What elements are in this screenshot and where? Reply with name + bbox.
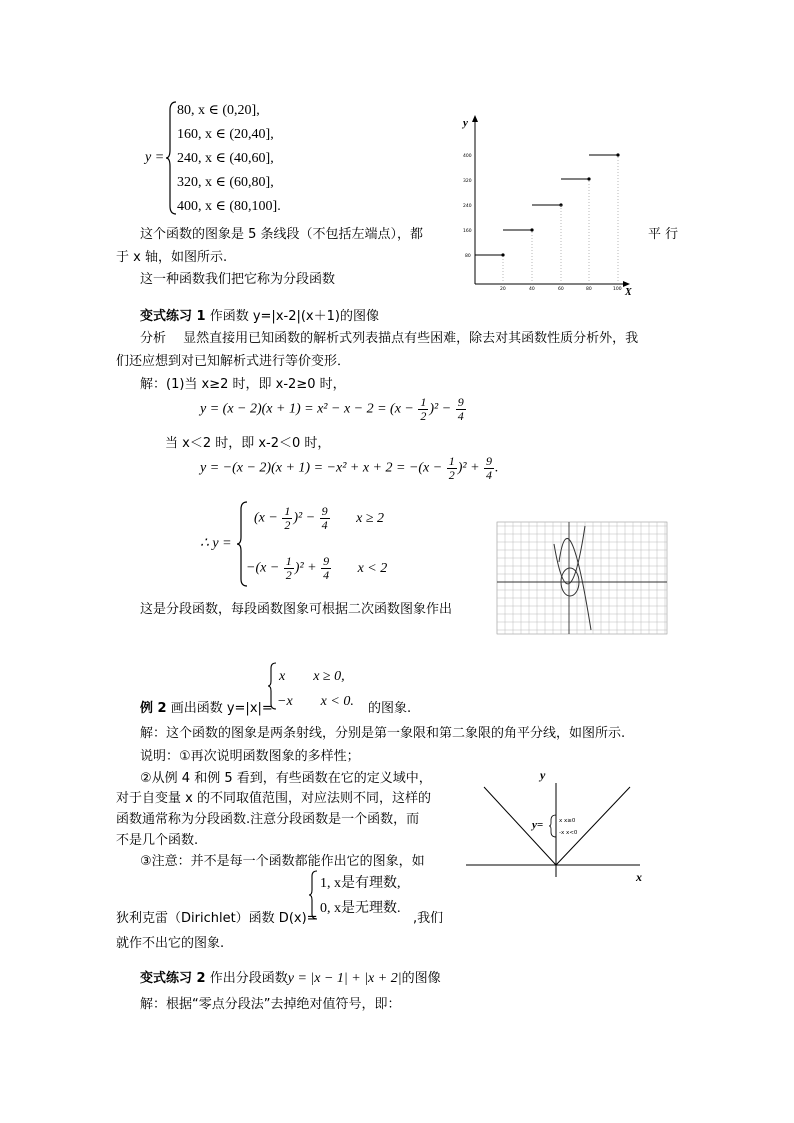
intro-line-3: 这一种函数我们把它称为分段函数 [140,272,336,287]
y-tick-80: 80 [465,254,471,259]
ex1-solution-1: 解：(1)当 x≥2 时，即 x-2≥0 时， [140,377,346,392]
y-tick-400: 400 [463,154,472,159]
y-tick-160: 160 [463,229,472,234]
abs-inner-y: y= [532,819,544,831]
x-tick-20: 20 [500,287,506,292]
ex2-text-a: 画出函数 y=|x|= [170,701,273,716]
dirichlet-text-b: ,我们 [413,911,444,926]
intro-line-2: 于 x 轴，如图所示. [116,250,228,265]
ex2-heading [140,697,273,716]
abs-inner-1: x x≥0 [559,818,576,824]
piecewise1-case-4: 320, x ∈ (60,80], [177,175,274,190]
y-tick-320: 320 [463,179,472,184]
ex3-text-b: 的图像 [401,971,441,986]
ex3-solution: 解：根据“零点分段法”去掉绝对值符号，即： [140,997,401,1012]
abs-graph [462,765,652,885]
intro-line-1b: 平 行 [648,227,679,242]
ex1-therefore: ∴ y = [200,536,232,551]
ex2-case-a: x x ≥ 0, [279,669,345,684]
dirichlet-case-1: 1, x是有理数, [320,876,401,891]
dirichlet-text-a: 狄利克雷（Dirichlet）函数 D(x)= [116,911,318,926]
ex2-note-6: ③注意：并不是每一个函数都能作出它的图象，如 [140,854,425,869]
x-tick-100: 100 [613,287,622,292]
ex1-equation-2: y = −(x − 2)(x + 1) = −x² + x + 2 = −(x − $\frac{1}{2}$ )² + $\frac{9}{4}$ . [200,454,499,482]
abs-x-label: x [636,870,642,884]
ex2-note-5: 不是几个函数. [116,833,199,848]
ex1-analysis-2: 们还应想到对已知解析式进行等价变形． [116,354,351,369]
abs-inner-2: -x x<0 [559,830,578,836]
ex3-formula: y = |x − 1| + |x + 2| [287,971,402,986]
ex1-case-2: 当 x＜2 时，即 x-2＜0 时， [165,436,331,451]
piecewise1-case-3: 240, x ∈ (40,60], [177,151,274,166]
ex2-note-2: ②从例 4 和例 5 看到，有些函数在它的定义域中， [140,771,432,786]
step-function-graph [455,112,645,297]
abs-y-label: y [540,768,546,782]
ex1-equation-1: y = (x − 2)(x + 1) = x² − x − 2 = (x − $\frac{1}{2}$ )² − $\frac{9}{4}$ [200,395,464,423]
abs-ray-right [556,787,630,865]
ex1-title: 变式练习 1 [140,309,206,324]
graph1-y-label: y [463,117,468,129]
ex1-title-rest: 作函数 y=|x-2|(x＋1)的图像 [209,309,379,324]
ex1-row-2: −(x − $\frac{1}{2}$ )² + $\frac{9}{4}$ x < 2 [246,554,388,582]
ex1-row-1: (x − $\frac{1}{2}$ )² − $\frac{9}{4}$ x ≥ 2 [254,504,385,532]
ex1-analysis-1: 分析 显然直接用已知函数的解析式列表描点有些困难，除去对其函数性质分析外，我 [140,331,639,346]
ex2-text-b: 的图象. [368,701,412,716]
y-tick-240: 240 [463,204,472,209]
ex2-case-b: −x x < 0. [277,694,354,709]
dirichlet-text-c: 就作不出它的图象. [116,936,225,951]
x-tick-60: 60 [558,287,564,292]
abs-ray-left [484,787,556,865]
intro-line-1a: 这个函数的图象是 5 条线段（不包括左端点），都 [140,227,424,242]
ex1-grid-graph [497,522,667,634]
ex2-title: 例 2 [140,701,167,716]
x-tick-80: 80 [586,287,592,292]
piecewise1-case-5: 400, x ∈ (80,100]. [177,199,281,214]
graph1-x-label: X [625,287,632,298]
ex2-note-4: 函数通常称为分段函数.注意分段函数是一个函数，而 [116,812,420,827]
dirichlet-case-2: 0, x是无理数. [320,901,401,916]
y-axis-arrow [472,115,478,122]
ex1-heading [140,305,379,324]
ex2-solution: 解：这个函数的图象是两条射线，分别是第一象限和第二象限的角平分线，如图所示. [140,726,626,741]
ex3-title: 变式练习 2 [140,971,206,986]
x-tick-40: 40 [529,287,535,292]
piecewise1-case-2: 160, x ∈ (20,40], [177,127,274,142]
piecewise1-case-1: 80, x ∈ (0,20], [177,103,260,118]
ex2-note-1: 说明：①再次说明函数图象的多样性； [140,749,360,764]
ex3-heading [140,967,441,987]
ex3-text-a: 作出分段函数 [209,971,288,986]
ex1-note: 这是分段函数，每段函数图象可根据二次函数图象作出 [140,602,453,617]
piecewise1-y: y = [145,150,165,165]
ex2-note-3: 对于自变量 x 的不同取值范围，对应法则不同，这样的 [116,791,431,806]
